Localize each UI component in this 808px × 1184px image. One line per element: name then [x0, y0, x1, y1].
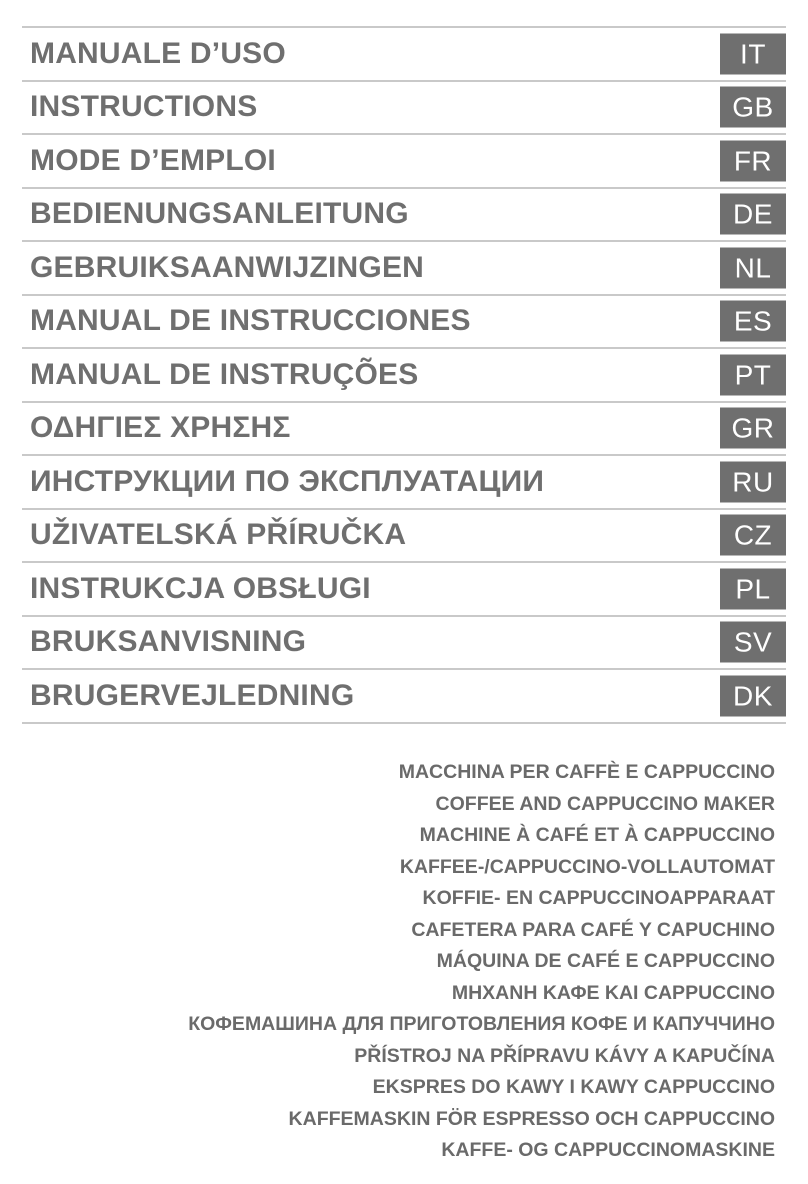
manual-title: MANUAL DE INSTRUCCIONES — [30, 304, 471, 338]
language-badge: ES — [720, 301, 786, 342]
product-description-gb: COFFEE AND CAPPUCCINO MAKER — [435, 792, 775, 815]
manual-row-fr — [22, 135, 786, 189]
product-description-list — [188, 757, 775, 1167]
manual-language-list — [22, 26, 786, 724]
manual-title: MODE D’EMPLOI — [30, 143, 276, 177]
manual-row-pt — [22, 349, 786, 403]
language-badge: CZ — [720, 515, 786, 556]
product-description-cz: PŘÍSTROJ NA PŘÍPRAVU KÁVY A KAPUČÍNA — [354, 1044, 775, 1067]
product-description-nl: KOFFIE- EN CAPPUCCINOAPPARAAT — [422, 887, 775, 909]
manual-title: BRUGERVEJLEDNING — [30, 678, 355, 712]
product-description-de: KAFFEE-/CAPPUCCINO-VOLLAUTOMAT — [399, 855, 775, 878]
manual-title: BRUKSANVISNING — [30, 625, 307, 659]
language-badge: RU — [720, 461, 786, 502]
manual-title: INSTRUCTIONS — [30, 90, 258, 124]
product-description-pl: EKSPRES DO KAWY I KAWY CAPPUCCINO — [372, 1076, 775, 1098]
manual-row-cz — [22, 510, 786, 564]
manual-title: ИНСТРУКЦИИ ПО ЭКСПЛУАТАЦИИ — [30, 464, 545, 498]
language-badge: PT — [720, 354, 786, 395]
manual-row-gb — [22, 82, 786, 136]
manual-row-ru — [22, 456, 786, 510]
manual-title: GEBRUIKSAANWIJZINGEN — [30, 250, 425, 284]
language-badge: IT — [720, 33, 786, 74]
language-badge: NL — [720, 247, 786, 288]
manual-title: ΟΔΗΓΙΕΣ ΧΡΗΣΗΣ — [30, 411, 291, 445]
manual-row-es — [22, 296, 786, 350]
language-badge: GR — [720, 408, 786, 449]
manual-title: BEDIENUNGSANLEITUNG — [30, 197, 409, 231]
product-description-sv: KAFFEMASKIN FÖR ESPRESSO OCH CAPPUCCINO — [288, 1107, 775, 1130]
manual-title: INSTRUKCJA OBSŁUGI — [30, 571, 371, 605]
product-description-gr: ΜΗΧΑΝΗ ΚΑΦΕ ΚΑΙ CAPPUCCINO — [451, 981, 775, 1004]
language-badge: PL — [720, 568, 786, 609]
manual-row-de — [22, 189, 786, 243]
manual-row-dk — [22, 670, 786, 724]
product-description-fr: MACHINE À CAFÉ ET À CAPPUCCINO — [419, 824, 775, 846]
manual-title: MANUAL DE INSTRUÇÕES — [30, 357, 419, 391]
language-badge: DE — [720, 194, 786, 235]
product-description-it: MACCHINA PER CAFFÈ E CAPPUCCINO — [398, 761, 775, 783]
product-description-es: CAFETERA PARA CAFÉ Y CAPUCHINO — [411, 918, 775, 941]
manual-row-pl — [22, 563, 786, 617]
product-description-pt: MÁQUINA DE CAFÉ E CAPPUCCINO — [436, 950, 775, 972]
product-description-ru: КОФЕМАШИНА ДЛЯ ПРИГОТОВЛЕНИЯ КОФЕ И КАПУЧЧИНО — [188, 1013, 775, 1035]
manual-title: UŽIVATELSKÁ PŘÍRUČKA — [30, 518, 407, 552]
manual-row-gr — [22, 403, 786, 457]
manual-row-it — [22, 28, 786, 82]
manual-row-sv — [22, 617, 786, 671]
language-badge: GB — [720, 87, 786, 128]
language-badge: SV — [720, 622, 786, 663]
manual-row-nl — [22, 242, 786, 296]
language-badge: DK — [720, 675, 786, 716]
manual-title: MANUALE D’USO — [30, 36, 286, 70]
product-description-dk: KAFFE- OG CAPPUCCINOMASKINE — [441, 1139, 775, 1161]
language-badge: FR — [720, 140, 786, 181]
